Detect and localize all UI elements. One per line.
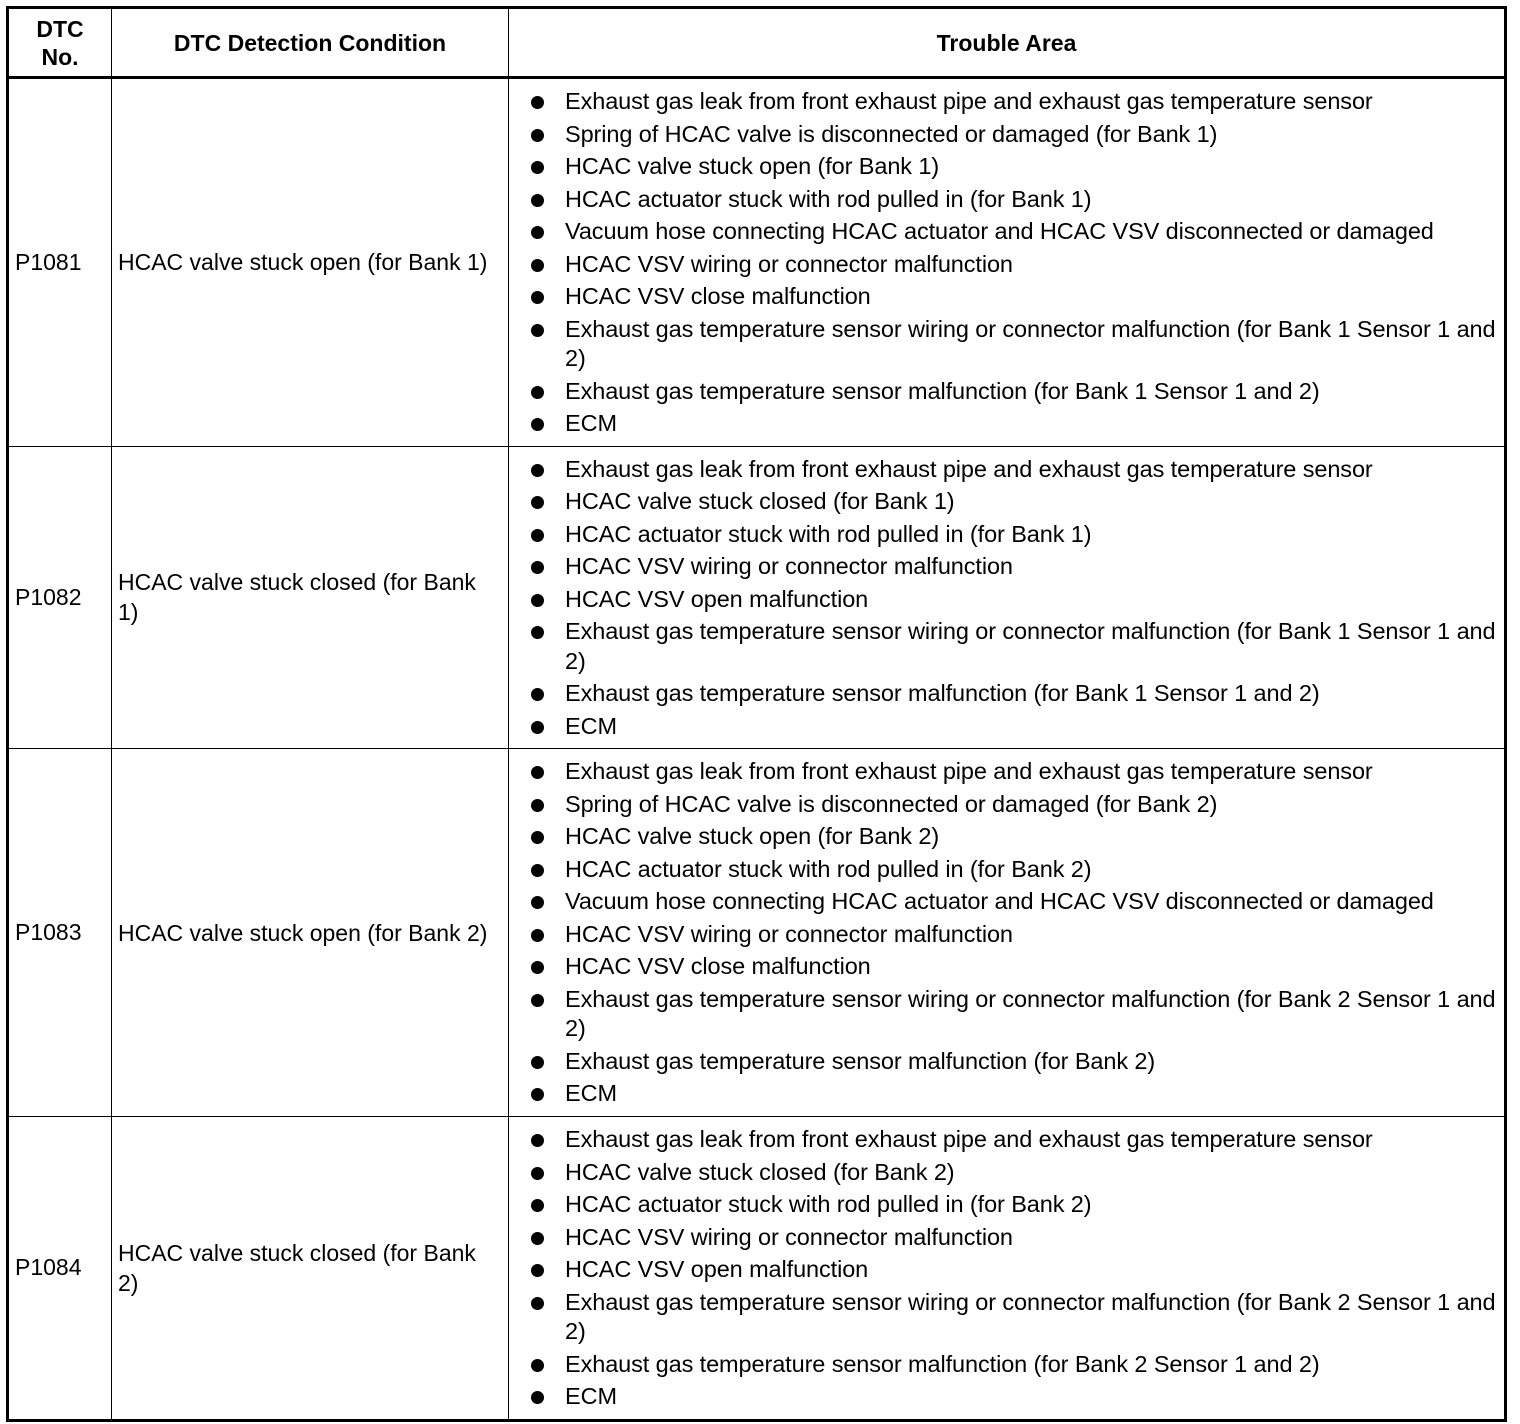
trouble-area-item — [531, 855, 1500, 885]
bullet-icon — [531, 129, 544, 142]
trouble-area-item — [531, 315, 1500, 374]
trouble-area-item — [531, 185, 1500, 215]
trouble-area-cell — [509, 1117, 1506, 1421]
trouble-area-item — [531, 250, 1500, 280]
dtc-code: P1084 — [8, 1117, 112, 1421]
table-row — [8, 1117, 1506, 1421]
bullet-icon — [531, 529, 544, 542]
bullet-icon — [531, 896, 544, 909]
bullet-icon — [531, 96, 544, 109]
trouble-area-text: HCAC actuator stuck with rod pulled in (for Bank 1) — [565, 185, 1092, 212]
bullet-icon — [531, 561, 544, 574]
trouble-area-list — [509, 79, 1504, 446]
trouble-area-text: HCAC actuator stuck with rod pulled in (for Bank 1) — [565, 520, 1092, 547]
trouble-area-text: Exhaust gas leak from front exhaust pipe and exhaust gas temperature sensor — [565, 758, 1373, 784]
dtc-code: P1083 — [8, 749, 112, 1117]
trouble-area-item — [531, 1223, 1500, 1253]
trouble-area-item — [531, 377, 1500, 407]
bullet-icon — [531, 464, 544, 477]
trouble-area-list — [509, 1117, 1504, 1419]
trouble-area-text: HCAC VSV wiring or connector malfunction — [565, 920, 1013, 947]
bullet-icon — [531, 1232, 544, 1245]
trouble-area-item — [531, 712, 1500, 742]
trouble-area-text: HCAC VSV wiring or connector malfunction — [565, 553, 1013, 579]
bullet-icon — [531, 496, 544, 509]
bullet-icon — [531, 1056, 544, 1069]
trouble-area-item — [531, 1350, 1500, 1380]
trouble-area-text: ECM — [565, 1383, 617, 1409]
trouble-area-item — [531, 409, 1500, 439]
trouble-area-item — [531, 152, 1500, 182]
bullet-icon — [531, 161, 544, 174]
trouble-area-text: Exhaust gas temperature sensor wiring or connector malfunction (for Bank 1 Sensor 1 and 2) — [565, 315, 1496, 371]
bullet-icon — [531, 291, 544, 304]
trouble-area-cell — [509, 749, 1506, 1117]
trouble-area-text: Exhaust gas temperature sensor wiring or connector malfunction (for Bank 1 Sensor 1 and 2) — [565, 618, 1496, 674]
bullet-icon — [531, 994, 544, 1007]
bullet-icon — [531, 259, 544, 272]
bullet-icon — [531, 929, 544, 942]
trouble-area-item — [531, 120, 1500, 150]
trouble-area-text: HCAC actuator stuck with rod pulled in (for Bank 2) — [565, 855, 1092, 882]
trouble-area-item — [531, 1047, 1500, 1077]
trouble-area-item — [531, 1158, 1500, 1188]
table-row — [8, 749, 1506, 1117]
trouble-area-text: Exhaust gas leak from front exhaust pipe and exhaust gas temperature sensor — [565, 88, 1373, 114]
trouble-area-text: HCAC VSV close malfunction — [565, 953, 871, 979]
trouble-area-list — [509, 447, 1504, 749]
detection-condition: HCAC valve stuck open (for Bank 2) — [112, 749, 509, 1117]
trouble-area-item — [531, 455, 1500, 485]
trouble-area-item — [531, 985, 1500, 1044]
trouble-area-text: HCAC VSV open malfunction — [565, 1256, 869, 1282]
bullet-icon — [531, 226, 544, 239]
trouble-area-item — [531, 1255, 1500, 1285]
trouble-area-item — [531, 1190, 1500, 1220]
trouble-area-text: Exhaust gas temperature sensor malfunction (for Bank 2 Sensor 1 and 2) — [565, 1350, 1320, 1377]
trouble-area-item — [531, 822, 1500, 852]
bullet-icon — [531, 799, 544, 812]
trouble-area-item — [531, 790, 1500, 820]
bullet-icon — [531, 864, 544, 877]
trouble-area-item — [531, 520, 1500, 550]
trouble-area-text: HCAC valve stuck open (for Bank 1) — [565, 153, 940, 179]
trouble-area-item — [531, 487, 1500, 517]
trouble-area-text: Spring of HCAC valve is disconnected or damaged (for Bank 2) — [565, 790, 1218, 817]
bullet-icon — [531, 324, 544, 337]
trouble-area-text: HCAC VSV close malfunction — [565, 283, 871, 309]
trouble-area-item — [531, 585, 1500, 615]
detection-condition: HCAC valve stuck closed (for Bank 1) — [112, 446, 509, 749]
trouble-area-text: HCAC valve stuck open (for Bank 2) — [565, 823, 940, 849]
trouble-area-list — [509, 749, 1504, 1116]
trouble-area-text: Exhaust gas temperature sensor malfunction (for Bank 1 Sensor 1 and 2) — [565, 377, 1320, 404]
trouble-area-item — [531, 552, 1500, 582]
trouble-area-text: Exhaust gas temperature sensor wiring or connector malfunction (for Bank 2 Sensor 1 and 2) — [565, 985, 1496, 1041]
trouble-area-item — [531, 920, 1500, 950]
bullet-icon — [531, 418, 544, 431]
detection-condition: HCAC valve stuck open (for Bank 1) — [112, 78, 509, 447]
trouble-area-text: Exhaust gas temperature sensor malfunction (for Bank 2) — [565, 1047, 1156, 1074]
table-row — [8, 78, 1506, 447]
trouble-area-text: Vacuum hose connecting HCAC actuator and HCAC VSV disconnected or damaged — [565, 218, 1434, 244]
header-detection-condition: DTC Detection Condition — [112, 8, 509, 78]
bullet-icon — [531, 386, 544, 399]
bullet-icon — [531, 831, 544, 844]
bullet-icon — [531, 1088, 544, 1101]
bullet-icon — [531, 721, 544, 734]
trouble-area-text: HCAC valve stuck closed (for Bank 1) — [565, 488, 955, 514]
bullet-icon — [531, 626, 544, 639]
trouble-area-item — [531, 1125, 1500, 1155]
bullet-icon — [531, 766, 544, 779]
table-row — [8, 446, 1506, 749]
trouble-area-text: Exhaust gas leak from front exhaust pipe and exhaust gas temperature sensor — [565, 1126, 1373, 1152]
bullet-icon — [531, 594, 544, 607]
trouble-area-item — [531, 757, 1500, 787]
trouble-area-item — [531, 1288, 1500, 1347]
trouble-area-text: ECM — [565, 1080, 617, 1106]
bullet-icon — [531, 1391, 544, 1404]
trouble-area-item — [531, 1079, 1500, 1109]
header-trouble-area: Trouble Area — [509, 8, 1506, 78]
bullet-icon — [531, 688, 544, 701]
trouble-area-item — [531, 617, 1500, 676]
dtc-table — [6, 6, 1507, 1422]
trouble-area-cell — [509, 446, 1506, 749]
header-row — [8, 8, 1506, 78]
bullet-icon — [531, 194, 544, 207]
bullet-icon — [531, 1134, 544, 1147]
trouble-area-item — [531, 1382, 1500, 1412]
trouble-area-item — [531, 887, 1500, 917]
trouble-area-text: HCAC actuator stuck with rod pulled in (for Bank 2) — [565, 1191, 1092, 1217]
trouble-area-text: HCAC valve stuck closed (for Bank 2) — [565, 1158, 955, 1185]
detection-condition: HCAC valve stuck closed (for Bank 2) — [112, 1117, 509, 1421]
trouble-area-item — [531, 217, 1500, 247]
trouble-area-item — [531, 282, 1500, 312]
trouble-area-text: ECM — [565, 712, 617, 739]
bullet-icon — [531, 1199, 544, 1212]
trouble-area-item — [531, 87, 1500, 117]
trouble-area-cell — [509, 78, 1506, 447]
trouble-area-text: Vacuum hose connecting HCAC actuator and HCAC VSV disconnected or damaged — [565, 888, 1434, 914]
trouble-area-text: Exhaust gas temperature sensor wiring or connector malfunction (for Bank 2 Sensor 1 and 2) — [565, 1288, 1496, 1344]
bullet-icon — [531, 1264, 544, 1277]
bullet-icon — [531, 1359, 544, 1372]
bullet-icon — [531, 1167, 544, 1180]
trouble-area-text: HCAC VSV wiring or connector malfunction — [565, 1223, 1013, 1250]
bullet-icon — [531, 961, 544, 974]
trouble-area-text: HCAC VSV wiring or connector malfunction — [565, 250, 1013, 277]
trouble-area-text: HCAC VSV open malfunction — [565, 585, 869, 612]
trouble-area-text: Exhaust gas leak from front exhaust pipe and exhaust gas temperature sensor — [565, 455, 1373, 482]
trouble-area-text: Exhaust gas temperature sensor malfunction (for Bank 1 Sensor 1 and 2) — [565, 680, 1320, 706]
header-dtc-no: DTC No. — [8, 8, 112, 78]
trouble-area-text: ECM — [565, 410, 617, 436]
dtc-code: P1082 — [8, 446, 112, 749]
trouble-area-item — [531, 952, 1500, 982]
bullet-icon — [531, 1297, 544, 1310]
trouble-area-text: Spring of HCAC valve is disconnected or damaged (for Bank 1) — [565, 120, 1218, 147]
trouble-area-item — [531, 679, 1500, 709]
dtc-code: P1081 — [8, 78, 112, 447]
